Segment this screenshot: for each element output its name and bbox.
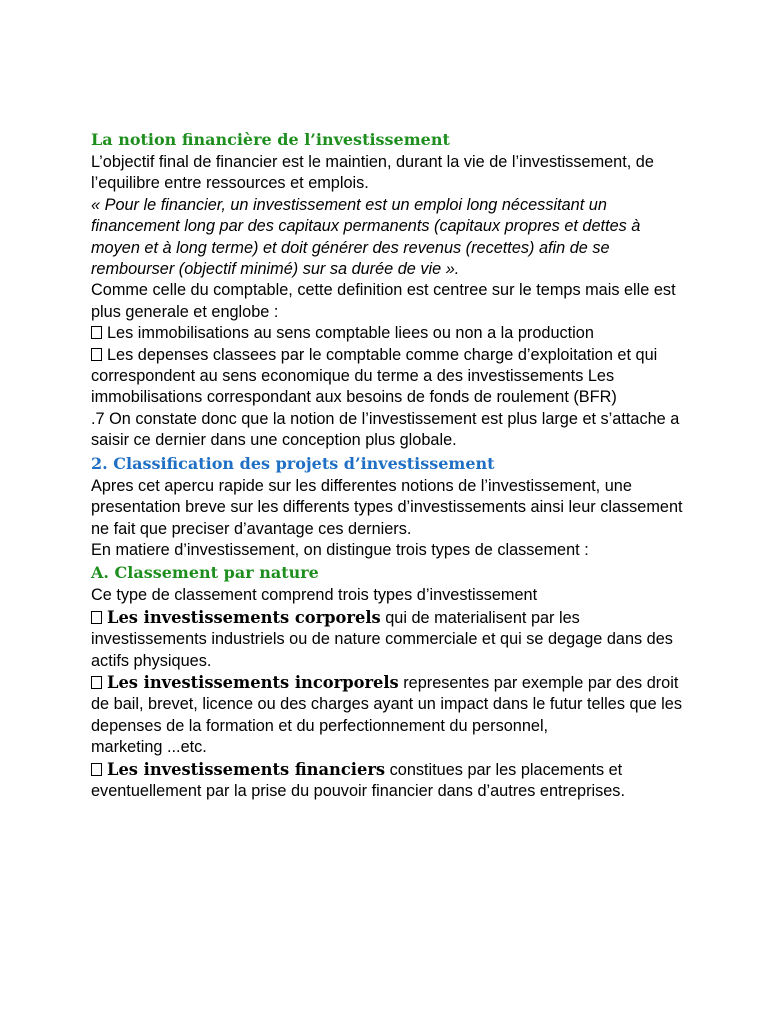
apercu-paragraph: Apres cet apercu rapide sur les differentes notions de l’investissement, une presentation breve sur les differents types d’investissements ainsi leur classement ne fait que preciser d’avantage ces derniers. — [91, 476, 683, 538]
document-body — [91, 128, 691, 802]
missing-glyph-box-icon — [91, 763, 102, 776]
bullet-item — [91, 345, 691, 409]
type-continuation: marketing ...etc. — [91, 738, 207, 757]
heading-classement-nature: A. Classement par nature — [91, 563, 319, 583]
type-description: representes par exemple par des droit de bail, brevet, licence ou des charges ayant un impact dans le futur telles que les depenses de la formation et du perfectionnement du personnel, — [91, 673, 682, 735]
missing-glyph-box-icon — [91, 676, 102, 689]
type-item-incorporels — [91, 672, 691, 737]
nature-intro-paragraph: Ce type de classement comprend trois types d’investissement — [91, 586, 538, 605]
type-description: qui de materialisent par les investissements industriels ou de nature commerciale et qui se degage dans des actifs physiques. — [91, 608, 673, 670]
missing-glyph-box-icon — [91, 348, 102, 361]
heading-classification: 2. Classification des projets d’investissement — [91, 453, 495, 473]
types-classement-paragraph: En matiere d’investissement, on distingue trois types de classement : — [91, 540, 589, 559]
financier-quote: « Pour le financier, un investissement est un emploi long nécessitant un financement long par des capitaux permanents (capitaux propres et dettes à moyen et à long terme) et doit générer des revenus (recettes) afin de se rembourser (objectif minimé) sur sa durée de vie ». — [91, 195, 641, 279]
missing-glyph-box-icon — [91, 326, 102, 339]
type-term: Les investissements financiers — [107, 759, 386, 779]
bullet-text: Les depenses classees par le comptable comme charge d’exploitation et qui correspondent au sens economique du terme a des investissements Les immobilisations correspondant aux besoins de fonds de roulement (BFR) — [91, 345, 658, 407]
type-description: constitues par les placements et eventuellement par la prise du pouvoir financier dans d’autres entreprises. — [91, 760, 625, 800]
heading-notion-financiere: La notion financière de l’investissement — [91, 130, 450, 149]
type-term: Les investissements corporels — [107, 607, 381, 627]
constat-paragraph: .7 On constate donc que la notion de l’investissement est plus large et s’attache a saisir ce dernier dans une conception plus globale. — [91, 409, 680, 450]
intro-paragraph: L’objectif final de financier est le maintien, durant la vie de l’investissement, de l’equilibre entre ressources et emplois. — [91, 153, 654, 193]
bullet-text: Les immobilisations au sens comptable liees ou non a la production — [107, 324, 594, 343]
type-item-corporels — [91, 607, 691, 672]
bullet-item — [91, 323, 691, 344]
comptable-paragraph: Comme celle du comptable, cette definition est centree sur le temps mais elle est plus generale et englobe : — [91, 281, 676, 321]
type-term: Les investissements incorporels — [107, 672, 399, 692]
missing-glyph-box-icon — [91, 611, 102, 624]
type-item-financiers — [91, 759, 691, 803]
